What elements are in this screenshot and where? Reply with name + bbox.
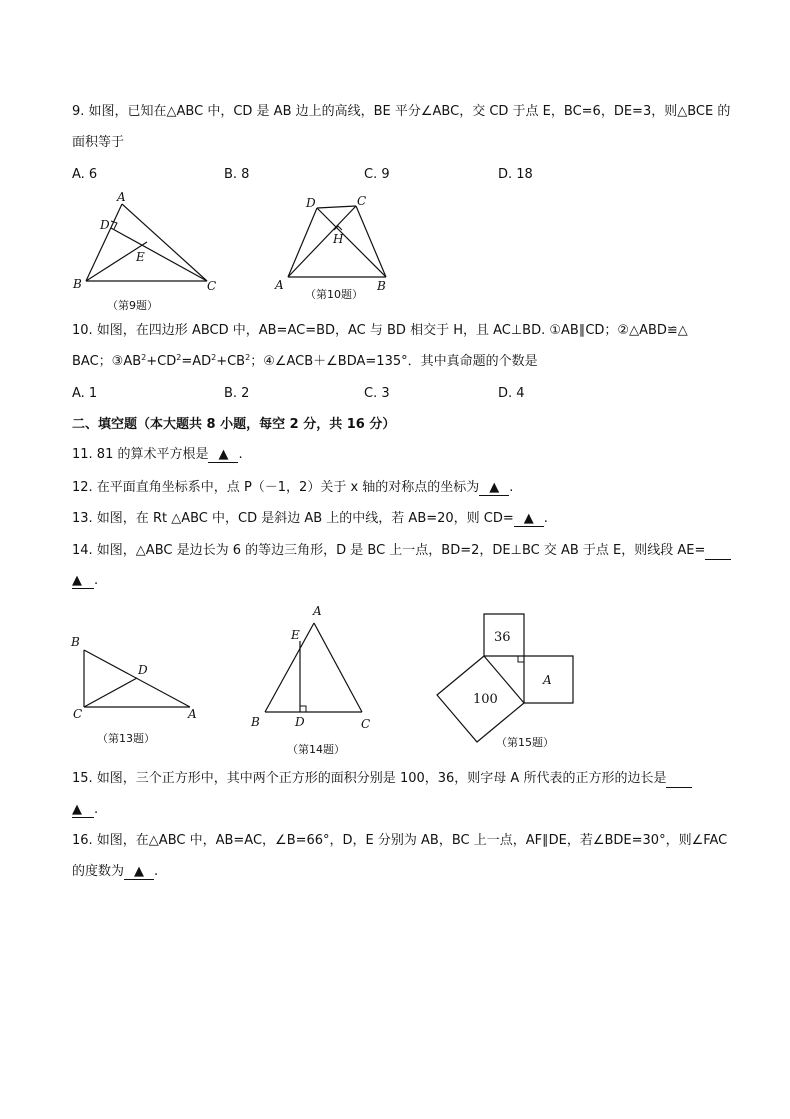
q16-line2: 的度数为 ▲ . (72, 864, 159, 879)
q14-line1: 14. 如图，△ABC 是边长为 6 的等边三角形，D 是 BC 上一点，BD=2，DE⊥BC 交 AB 于点 E，则线段 AE= (72, 542, 731, 560)
fig14-label-d: D (295, 715, 305, 729)
q9-option-a: A. 6 (72, 167, 98, 182)
q9-option-c: C. 9 (364, 167, 390, 182)
fig9-caption: （第9题） (107, 299, 158, 312)
q10-option-d: D. 4 (498, 386, 525, 401)
q11: 11. 81 的算术平方根是 ▲ . (72, 447, 243, 462)
fig10-label-h: H (333, 232, 344, 246)
q14-blank[interactable]: ▲ (72, 573, 94, 589)
q10-option-c: C. 3 (364, 386, 390, 401)
q10-line2: BAC；$③AB^2+CD^2=AD^2+CB^2$；④∠ACB＋∠BDA=135°．其中真命题的个数是 (72, 353, 538, 369)
fig9-label-d: D (100, 218, 110, 232)
fig15-label-a: A (543, 673, 552, 687)
fig13-label-c: C (73, 707, 83, 721)
fig15-label-100: 100 (473, 692, 498, 707)
q15-blank[interactable]: ▲ (72, 802, 94, 818)
fig14-label-e: E (291, 628, 300, 642)
fig9-label-e: E (136, 250, 145, 264)
q9-line1: 9. 如图，已知在△ABC 中，CD 是 AB 边上的高线，BE 平分∠ABC，交 CD 于点 E，BC=6，DE=3，则△BCE 的 (72, 104, 731, 119)
fig10-caption: （第10题） (305, 288, 363, 301)
q15-line1: 15. 如图，三个正方形中，其中两个正方形的面积分别是 100，36，则字母 A 所代表的正方形的边长是 (72, 770, 692, 788)
fig13-label-d: D (138, 663, 148, 677)
fig10-label-c: C (357, 194, 367, 208)
q16-line1: 16. 如图，在△ABC 中，AB=AC，∠B=66°，D，E 分别为 AB，BC 上一点，AF∥DE，若∠BDE=30°，则∠FAC (72, 833, 728, 848)
fig10-label-d: D (306, 196, 316, 210)
fig14-caption: （第14题） (287, 743, 345, 756)
fig14-right-angle-mark (300, 706, 306, 712)
q10-option-a: A. 1 (72, 386, 98, 401)
fig9-label-a: A (117, 190, 126, 204)
fig15-right-angle-mark (518, 656, 524, 662)
q10-option-b: B. 2 (224, 386, 250, 401)
q12-blank[interactable]: ▲ (479, 480, 509, 496)
q12: 12. 在平面直角坐标系中，点 P（－1，2）关于 x 轴的对称点的坐标为 ▲ . (72, 480, 514, 495)
fig9-label-c: C (207, 279, 217, 293)
q11-blank[interactable]: ▲ (208, 447, 238, 463)
q9-option-b: B. 8 (224, 167, 250, 182)
fig15-caption: （第15题） (496, 736, 554, 749)
fig13-label-a: A (188, 707, 197, 721)
q9-line2: 面积等于 (72, 135, 125, 150)
fig13-caption: （第13题） (97, 732, 155, 745)
fig15-label-36: 36 (494, 630, 511, 645)
fig13-line-cd (84, 678, 137, 707)
fig10-label-b: B (377, 279, 386, 293)
q10-line1: 10. 如图，在四边形 ABCD 中，AB=AC=BD，AC 与 BD 相交于 H，且 AC⊥BD. ①AB∥CD；②△ABD≌△ (72, 323, 688, 338)
fig13-label-b: B (71, 635, 80, 649)
q15-line2: ▲ . (72, 802, 99, 817)
fig14-line-ac (314, 623, 362, 712)
fig14-label-c: C (361, 717, 371, 731)
q14-line2: ▲ . (72, 573, 99, 588)
fig10-label-a: A (275, 278, 284, 292)
fig14-label-a: A (313, 604, 322, 618)
fig14-label-b: B (251, 715, 260, 729)
q15-blank-line (666, 774, 692, 788)
q16-blank[interactable]: ▲ (124, 864, 154, 880)
q13: 13. 如图，在 Rt △ABC 中，CD 是斜边 AB 上的中线，若 AB=20，则 CD= ▲ . (72, 511, 548, 526)
section-2-title: 二、填空题（本大题共 8 小题，每空 2 分，共 16 分） (72, 417, 396, 432)
q13-blank[interactable]: ▲ (514, 511, 544, 527)
fig14-line-ab (265, 623, 314, 712)
fig9-label-b: B (73, 277, 82, 291)
q9-option-d: D. 18 (498, 167, 533, 182)
